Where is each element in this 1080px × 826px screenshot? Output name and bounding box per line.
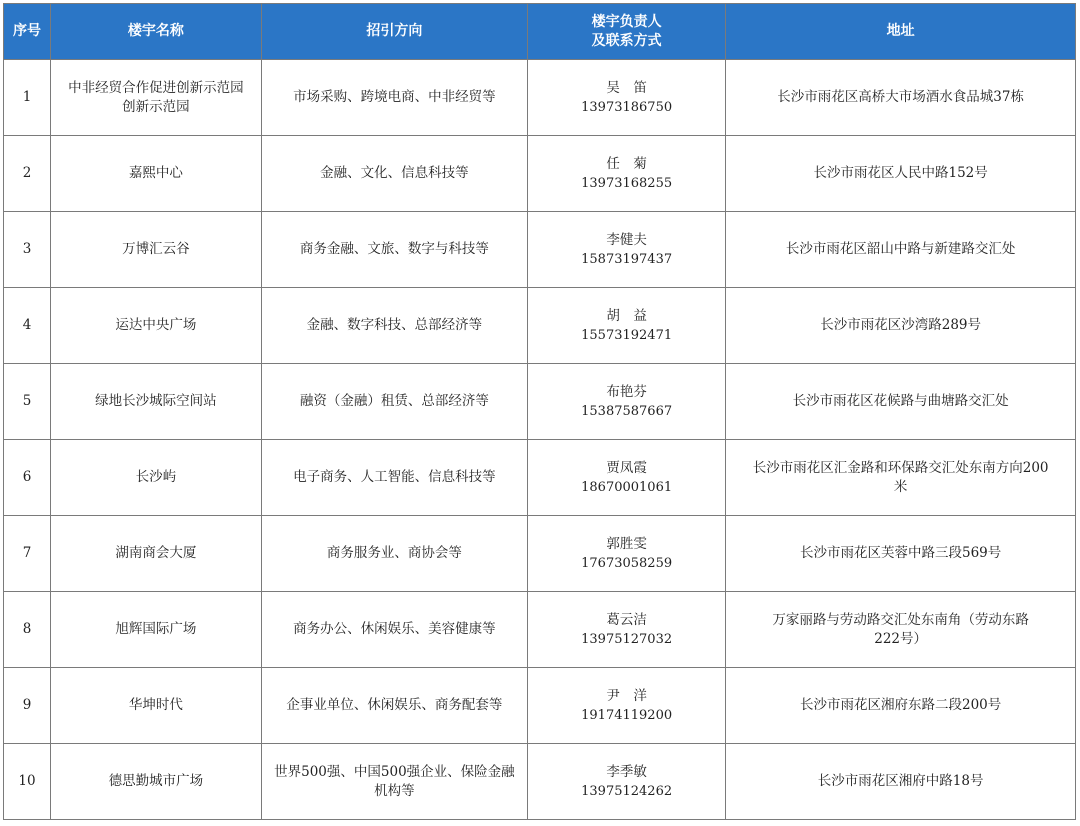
cell-building-name [50,744,261,820]
cell-contact [527,440,725,516]
contact-phone: 13973186750 [581,99,673,115]
building-table-container [3,3,1076,820]
cell-seq: 4 [4,288,51,364]
table-row [4,592,1076,668]
direction-line: 世界500强、中国500强企业、保险金融 [274,763,515,780]
building-name-line: 长沙屿 [135,469,177,485]
contact-phone: 13975124262 [581,783,673,799]
cell-address [726,440,1076,516]
header-building-name: 楼宇名称 [50,4,261,60]
header-direction: 招引方向 [261,4,527,60]
contact-person: 布艳芬 [606,383,647,400]
direction-line: 商务金融、文旅、数字与科技等 [299,241,489,257]
address-line: 长沙市雨花区人民中路152号 [813,165,988,181]
cell-address [726,516,1076,592]
header-address: 地址 [726,4,1076,60]
cell-building-name [50,516,261,592]
cell-contact [527,668,725,744]
table-row [4,364,1076,440]
direction-line: 电子商务、人工智能、信息科技等 [293,469,496,485]
address-line: 长沙市雨花区花候路与曲塘路交汇处 [792,393,1009,409]
cell-building-name [50,592,261,668]
contact-person: 葛云洁 [606,611,647,628]
contact-phone: 15873197437 [581,251,673,267]
cell-seq: 6 [4,440,51,516]
building-name-line: 绿地长沙城际空间站 [95,393,217,409]
contact-phone: 18670001061 [581,479,673,495]
cell-building-name [50,60,261,136]
contact-person: 吴 笛 [606,79,647,96]
cell-contact [527,744,725,820]
table-row [4,136,1076,212]
table-row [4,60,1076,136]
direction-line: 金融、文化、信息科技等 [320,165,469,181]
cell-address [726,668,1076,744]
header-contact-line1: 楼宇负责人 [591,13,662,30]
contact-person: 李季敏 [606,763,647,780]
cell-direction [261,440,527,516]
cell-direction [261,744,527,820]
contact-person: 胡 益 [606,307,647,324]
cell-building-name [50,212,261,288]
cell-address [726,744,1076,820]
header-contact-line2: 及联系方式 [591,32,662,49]
cell-direction [261,516,527,592]
cell-building-name [50,440,261,516]
address-line: 长沙市雨花区芙蓉中路三段569号 [800,545,1002,561]
header-contact [527,4,725,60]
cell-contact [527,136,725,212]
table-row [4,212,1076,288]
building-name-line: 创新示范园 [122,98,190,115]
cell-contact [527,516,725,592]
direction-line: 商务办公、休闲娱乐、美容健康等 [293,621,496,637]
building-name-line: 湖南商会大厦 [115,545,197,561]
cell-building-name [50,288,261,364]
table-row [4,744,1076,820]
address-line: 长沙市雨花区湘府东路二段200号 [800,697,1002,713]
table-row [4,516,1076,592]
cell-direction [261,364,527,440]
contact-person: 郭胜雯 [606,535,647,552]
direction-line: 市场采购、跨境电商、中非经贸等 [293,89,496,105]
cell-seq: 10 [4,744,51,820]
building-name-line: 嘉熙中心 [128,165,183,181]
address-line: 长沙市雨花区湘府中路18号 [817,773,984,789]
contact-phone: 13975127032 [581,631,673,647]
direction-line: 金融、数字科技、总部经济等 [306,317,483,333]
cell-address [726,364,1076,440]
address-line: 长沙市雨花区韶山中路与新建路交汇处 [785,241,1016,257]
address-line: 长沙市雨花区高桥大市场酒水食品城37栋 [777,89,1024,105]
cell-direction [261,136,527,212]
cell-building-name [50,364,261,440]
address-line: 长沙市雨花区沙湾路289号 [820,317,982,333]
cell-seq: 9 [4,668,51,744]
table-row [4,668,1076,744]
table-row [4,288,1076,364]
cell-contact [527,60,725,136]
table-row [4,440,1076,516]
direction-line: 商务服务业、商协会等 [326,545,462,561]
direction-line: 企事业单位、休闲娱乐、商务配套等 [286,697,503,713]
cell-address [726,288,1076,364]
address-line: 米 [893,478,908,495]
building-name-line: 旭辉国际广场 [115,621,197,637]
cell-direction [261,288,527,364]
cell-seq: 1 [4,60,51,136]
building-name-line: 运达中央广场 [115,317,197,333]
cell-seq: 5 [4,364,51,440]
cell-seq: 2 [4,136,51,212]
cell-seq: 8 [4,592,51,668]
cell-building-name [50,136,261,212]
table-header-row [4,4,1076,60]
contact-phone: 19174119200 [581,707,673,723]
contact-phone: 17673058259 [581,555,673,571]
cell-direction [261,668,527,744]
building-table [3,3,1076,820]
cell-direction [261,212,527,288]
building-name-line: 万博汇云谷 [122,241,190,257]
contact-phone: 15573192471 [581,327,673,343]
direction-line: 机构等 [374,782,415,799]
building-name-line: 中非经贸合作促进创新示范园 [68,79,244,96]
cell-direction [261,592,527,668]
cell-contact [527,288,725,364]
address-line: 222号） [874,630,928,647]
building-name-line: 德思勤城市广场 [108,773,204,789]
cell-seq: 7 [4,516,51,592]
direction-line: 融资（金融）租赁、总部经济等 [299,393,489,409]
header-seq: 序号 [4,4,51,60]
cell-address [726,60,1076,136]
cell-direction [261,60,527,136]
address-line: 万家丽路与劳动路交汇处东南角（劳动东路 [772,611,1029,628]
contact-person: 尹 洋 [606,687,647,704]
cell-building-name [50,668,261,744]
cell-contact [527,212,725,288]
cell-seq: 3 [4,212,51,288]
cell-address [726,212,1076,288]
contact-phone: 13973168255 [581,175,673,191]
contact-person: 任 菊 [606,155,647,172]
cell-contact [527,592,725,668]
contact-person: 李健夫 [606,231,647,248]
cell-address [726,592,1076,668]
cell-address [726,136,1076,212]
contact-phone: 15387587667 [581,403,673,419]
contact-person: 贾凤霞 [606,459,647,476]
building-name-line: 华坤时代 [128,697,183,713]
address-line: 长沙市雨花区汇金路和环保路交汇处东南方向200 [752,459,1049,476]
cell-contact [527,364,725,440]
